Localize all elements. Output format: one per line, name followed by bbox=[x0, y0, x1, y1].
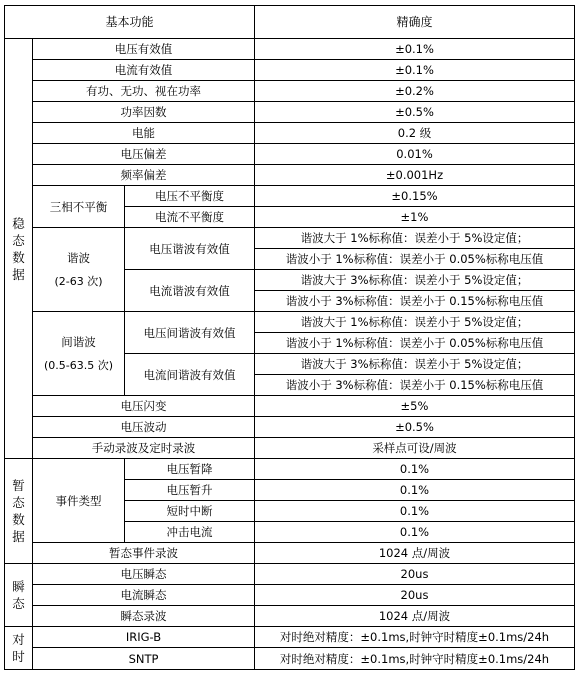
accuracy-value: 对时绝对精度：±0.1ms,时钟守时精度±0.1ms/24h bbox=[255, 648, 575, 670]
function-name: 电压不平衡度 bbox=[125, 186, 255, 207]
table-row bbox=[5, 81, 575, 102]
table-row bbox=[5, 606, 575, 627]
accuracy-value: 0.1% bbox=[255, 459, 575, 480]
function-name: 电压谐波有效值 bbox=[125, 228, 255, 270]
table-row bbox=[5, 396, 575, 417]
table-row bbox=[5, 165, 575, 186]
interharmonic-label: 间谐波 (0.5-63.5 次) bbox=[33, 312, 125, 396]
table-row bbox=[5, 39, 575, 60]
accuracy-value: ±0.15% bbox=[255, 186, 575, 207]
function-name: 电流谐波有效值 bbox=[125, 270, 255, 312]
accuracy-table bbox=[4, 5, 575, 670]
function-name: 电压暂降 bbox=[125, 459, 255, 480]
table-row bbox=[5, 228, 575, 249]
accuracy-value: ±0.1% bbox=[255, 39, 575, 60]
accuracy-value: 1024 点/周波 bbox=[255, 543, 575, 564]
function-name: 电压波动 bbox=[33, 417, 255, 438]
harmonic-label: 谐波 (2-63 次) bbox=[33, 228, 125, 312]
function-name: 功率因数 bbox=[33, 102, 255, 123]
accuracy-line: 谐波小于 3%标称值：误差小于 0.15%标称电压值 bbox=[255, 375, 575, 396]
function-name: 电压间谐波有效值 bbox=[125, 312, 255, 354]
function-name: IRIG-B bbox=[33, 627, 255, 648]
accuracy-value: ±5% bbox=[255, 396, 575, 417]
function-name: 有功、无功、视在功率 bbox=[33, 81, 255, 102]
function-name: 电流不平衡度 bbox=[125, 207, 255, 228]
table-row bbox=[5, 312, 575, 333]
function-name: 电压瞬态 bbox=[33, 564, 255, 585]
function-name: 暂态事件录波 bbox=[33, 543, 255, 564]
header-accuracy: 精确度 bbox=[255, 6, 575, 39]
table-row bbox=[5, 627, 575, 648]
accuracy-line: 谐波大于 1%标称值：误差小于 5%设定值； bbox=[255, 228, 575, 249]
table-row bbox=[5, 186, 575, 207]
accuracy-value: ±0.2% bbox=[255, 81, 575, 102]
accuracy-line: 谐波小于 3%标称值：误差小于 0.15%标称电压值 bbox=[255, 291, 575, 312]
function-name: 电能 bbox=[33, 123, 255, 144]
unbalance-label: 三相不平衡 bbox=[33, 186, 125, 228]
table-row bbox=[5, 417, 575, 438]
table-row bbox=[5, 123, 575, 144]
table-row bbox=[5, 564, 575, 585]
accuracy-value: ±0.1% bbox=[255, 60, 575, 81]
accuracy-value: 0.1% bbox=[255, 522, 575, 543]
table-row bbox=[5, 144, 575, 165]
header-row bbox=[5, 6, 575, 39]
accuracy-line: 谐波小于 1%标称值：误差小于 0.05%标称电压值 bbox=[255, 333, 575, 354]
accuracy-value: 0.1% bbox=[255, 480, 575, 501]
accuracy-line: 谐波小于 1%标称值：误差小于 0.05%标称电压值 bbox=[255, 249, 575, 270]
accuracy-line: 谐波大于 1%标称值：误差小于 5%设定值； bbox=[255, 312, 575, 333]
table-row bbox=[5, 585, 575, 606]
table-row bbox=[5, 438, 575, 459]
accuracy-value: ±1% bbox=[255, 207, 575, 228]
function-name: 电流间谐波有效值 bbox=[125, 354, 255, 396]
accuracy-value: 对时绝对精度：±0.1ms,时钟守时精度±0.1ms/24h bbox=[255, 627, 575, 648]
accuracy-value: 0.1% bbox=[255, 501, 575, 522]
accuracy-value: 0.01% bbox=[255, 144, 575, 165]
accuracy-value: 1024 点/周波 bbox=[255, 606, 575, 627]
function-name: 瞬态录波 bbox=[33, 606, 255, 627]
table-row bbox=[5, 459, 575, 480]
table-row bbox=[5, 543, 575, 564]
function-name: 电压偏差 bbox=[33, 144, 255, 165]
steady-state-label: 稳 态 数 据 bbox=[5, 39, 33, 459]
accuracy-value: ±0.5% bbox=[255, 102, 575, 123]
accuracy-value: ±0.001Hz bbox=[255, 165, 575, 186]
accuracy-value: 采样点可设/周波 bbox=[255, 438, 575, 459]
function-name: 电流有效值 bbox=[33, 60, 255, 81]
function-name: 电压闪变 bbox=[33, 396, 255, 417]
transient-label: 暂 态 数 据 bbox=[5, 459, 33, 564]
timing-label: 对 时 bbox=[5, 627, 33, 670]
function-name: 电压有效值 bbox=[33, 39, 255, 60]
accuracy-line: 谐波大于 3%标称值：误差小于 5%设定值； bbox=[255, 354, 575, 375]
instant-label: 瞬 态 bbox=[5, 564, 33, 627]
header-function: 基本功能 bbox=[5, 6, 255, 39]
function-name: 短时中断 bbox=[125, 501, 255, 522]
accuracy-value: 20us bbox=[255, 585, 575, 606]
table-row bbox=[5, 648, 575, 670]
accuracy-value: ±0.5% bbox=[255, 417, 575, 438]
function-name: 冲击电流 bbox=[125, 522, 255, 543]
function-name: 频率偏差 bbox=[33, 165, 255, 186]
accuracy-line: 谐波大于 3%标称值：误差小于 5%设定值； bbox=[255, 270, 575, 291]
accuracy-value: 0.2 级 bbox=[255, 123, 575, 144]
function-name: 电压暂升 bbox=[125, 480, 255, 501]
accuracy-value: 20us bbox=[255, 564, 575, 585]
function-name: SNTP bbox=[33, 648, 255, 670]
function-name: 手动录波及定时录波 bbox=[33, 438, 255, 459]
function-name: 电流瞬态 bbox=[33, 585, 255, 606]
event-type-label: 事件类型 bbox=[33, 459, 125, 543]
table-row bbox=[5, 60, 575, 81]
table-row bbox=[5, 102, 575, 123]
